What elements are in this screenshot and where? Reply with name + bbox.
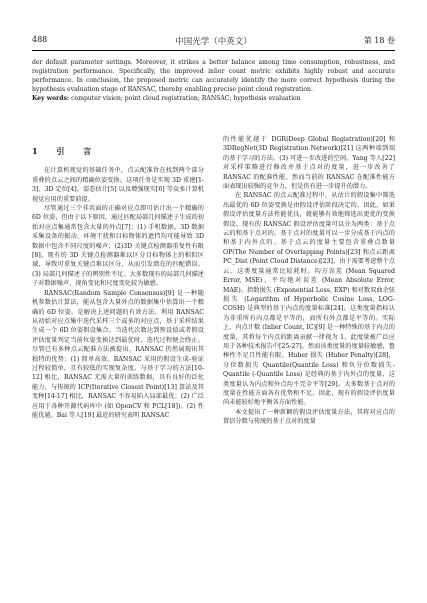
paragraph: 的性能优越于 DGR(Deep Global Registration)[20] 和 3DRegNet(3D Registration Network)[21] 这两种端到端的基于学习的方法。(3) 可进一步改进的空间。Yang 等人[22] 对采样策略进行修改并基于点对的度量，进一步改善了 RANSAC 的配准性能。然而当前的 RANSAC 在配准性能方面表现出较强的竞争力，但是仍有进一步提升的潜力。 (223, 136, 395, 191)
paragraph: 本文提出了一种新颖的假设评估度量方法，其将对应点的置信分数与传统的基于点对的度量 (223, 408, 395, 426)
left-column (32, 135, 204, 420)
paragraph: RANSAC(Random Sample Consensus)[9] 是一种随机参数估计算法，能从包含大量外点的数据集中估算出一个精确的 6D 位姿，是解决上述问题的有效方法。利用 RANSAC 从初始对应点集中迭代采样三个或多的对应点，基于采样结果生成一个 6D 位姿假设集合。当迭代次数达到预设值或者假设评估度量判定当前位姿变换达到最优时，选代过程便会终止。尽管已有多种点云配准方法被提出，RANSAC 仍然展现出其独特的优势：(1) 简单高效。RANSAC 采用的假设生成-验证过程较简单，且有较低的实现复杂度。与基于学习的方法[10-12] 相比，RANSAC 无需大量的训练数据，具有良好的泛化能力，与传统的 ICP(Iterative Closest Point)[13] 算法及其变种[14-17] 相比，RANSAC 不容易陷入局部最优；(2) 广泛应用于各种开源代码库中 (如 OpenCV 和 PCL[18])。(2) 性能优越。Bai 等人[19] 最近的研究表明 RANSAC (32, 289, 204, 419)
volume-label: 第 18 卷 (363, 36, 395, 45)
paragraph: 尽管通过三个非共面的正确对应点即可估计出一个精确的 6D 位姿，但由于以下原因，通过匹配局部几何描述子生成的初始对应点集通常包含大量的外点[7]：(1) 手机数据。3D 数据采集设备的振动、环境干扰和目标物体的遮挡均可能导致 3D 数据中包含不同尺度的噪声；(2)3D 关键点检测器重复性有限[8]。现有的 3D 关键点检测器难以区分目标物体上的相似区域，导致可重复关键点难以区分，从而引发潜在的匹配错误。(3) 局部几何描述子的辨别性不足。大多数现有的局部几何描述子对数据噪声、视角变化和尺度变化较为敏感。 (32, 205, 204, 288)
header-rule (32, 50, 395, 51)
paragraph: 在 RANSAC 的点云配准过程中，从估计的假设集中筛选出最优的 6D 位姿变换是由假设评估阶段决定的。因此，如果假设评估度量方法性能优良，就能够有效地筛选出更优的变换假设。现有的 RANSAC 假设评估度量可以分为两类：基于点云的和基于点对的。基于点对的度量可以一步分成基于内点的和基于内外点的。基于点云的度量主要包含重叠点数量 OP(The Number of Overlapping Points)[23] 和点云距离 PC_Dist (Point Cloud Distance)[23]，由于需要考虑整个点云，这类度量通常比较耗时。均方误差 (Mean Squared Error, MSE)、平均绝对误差 (Mean Absolute Error, MAE)、指数损失 (Exponential Loss, EXP) 和对数双曲余弦损失 (Logarithm of Hyperbolic Cosine Loss, LOG-COSH) 是典型的基于内点的度量标准[24]。这类度量指标认为非重所有内点都是平等的，而所有外点都是平等的。实际上，内点计数 (Inlier Count, IC)[9] 是一种特殊的基于内点的度量，其将每个内点的距离贡献一律视为 1，此度量被广泛应用于各种技术报告中[25-27]。然而该类度量的度量较敏感，鲁棒性不足且性能有限。Huber 损失 (Huber Penalty)[28]，分位数损失 Quantile(Quantile Loss) 和负分位数损失-Quantile (-Quantile Loss) 是经典的基于内外点的度量，这类度量认为内点和外点均不完全平等[29]。大多数基于点对的度量在性能方面各有优势和不足。因此，现有的假设评估度量尚未能较好地平衡各方面性能。 (223, 192, 395, 407)
page-number: 488 (32, 35, 48, 44)
right-column (223, 135, 395, 427)
abstract-text: der default parameter settings. Moreover, it strikes a better balance among time consumption, robustness, and registration performance. Specifically, the improved inlier count metric exhibits highly robust and accurate performance. In conclusion, the proposed metric can accurately identify the more correct hypothesis during the hypothesis evaluation stage of RANSAC, thereby enabling precise point cloud registration. (32, 59, 395, 93)
running-header (32, 35, 395, 47)
section-heading: 1 引 言 (32, 146, 100, 156)
keywords-line (32, 94, 395, 103)
keywords-text: computer vision; point cloud registration; RANSAC; hypothesis evaluation (71, 95, 301, 102)
paragraph: 在计算机视觉的基础任务中，点云配准旨在找到两个部分重叠的点云之间的精确位姿变换。这项任务是实现 3D 重建[1-3]、3D 定位[4]、姿态估计[5] 以及增强现实[6] 等众多计算机视觉应用的重要前提。 (32, 167, 204, 203)
journal-name: 中国光学（中英文） (175, 37, 252, 47)
keywords-label: Key words: (32, 95, 70, 102)
abstract-block (32, 58, 395, 103)
